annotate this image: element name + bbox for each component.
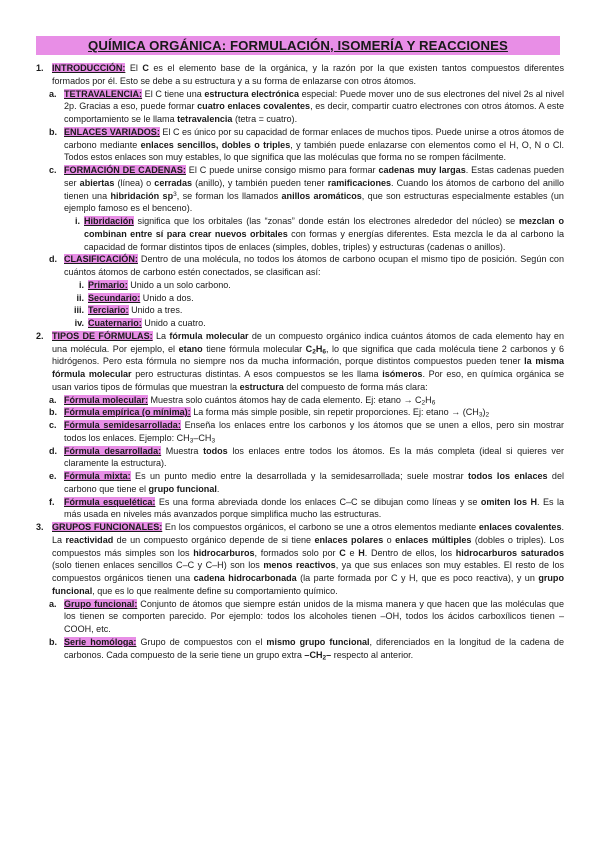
subitem-heading: Hibridación: [84, 216, 134, 226]
subitem-terciario: [36, 304, 564, 317]
list-marker: iv.: [74, 318, 84, 328]
section-paragraph: TIPOS DE FÓRMULAS: La fórmula molecular de un compuesto orgánico indica cuántos átomos de cada elemento hay en una molécula. Por ejemplo, el etano tiene fórmula molecular $C_2H_6$, lo que significa que cada molécula tiene 2 carbonos y 6 hidrógenos. Pero esta fórmula no siempre nos da mucha información, porque distintos compuestos pueden tener la misma fórmula molecular pero estructuras distintas. A esos compuestos se les llama isómeros. Por eso, en química orgánica se usan varios tipos de fórmulas que muestran la estructura del compuesto de forma más clara:: [52, 330, 565, 392]
subsection-paragraph: Serie homóloga: Grupo de compuestos con el mismo grupo funcional, diferenciados en la longitud de la cadena de carbonos. Cada compuesto de la serie tiene un grupo extra $-CH_2-$ respecto al anterior.: [64, 636, 564, 661]
subsection-heading: FORMACIÓN DE CADENAS:: [64, 165, 186, 175]
subitem-paragraph: Secundario: Unido a dos.: [88, 292, 194, 303]
subsection-paragraph: FORMACIÓN DE CADENAS: El C puede unirse consigo mismo para formar cadenas muy largas. Estas cadenas pueden ser abiertas (línea) o cerradas (anillo), y también pueden tener ramificaciones. Cuando los átomos de carbono del anillo tienen una hibridación $sp^3$, se forman los llamados anillos aromáticos, que son estructuras especialmente estables (un ejemplo famoso es el benceno).: [64, 165, 565, 214]
section-heading: INTRODUCCIÓN:: [52, 63, 126, 73]
list-marker: b.: [49, 636, 58, 647]
subsection-heading: ENLACES VARIADOS:: [64, 126, 160, 137]
list-marker: i.: [78, 279, 84, 290]
subsection-heading: Grupo funcional:: [64, 598, 138, 609]
subitem-heading: Terciario:: [88, 305, 129, 316]
list-marker: a.: [49, 598, 57, 609]
list-marker: d.: [49, 254, 58, 265]
list-marker: a.: [49, 394, 57, 405]
list-marker: c.: [49, 165, 57, 175]
subsection-paragraph: Fórmula esquelética: Es una forma abreviada donde los enlaces C–C se dibujan como líneas y se omiten los H. Es la más usada en niveles más avanzados porque simplifica mucho las estructuras.: [64, 496, 565, 520]
subsection-heading: Serie homóloga:: [64, 636, 137, 647]
subsection-heading: Fórmula molecular:: [64, 394, 148, 405]
list-marker: d.: [49, 445, 58, 456]
list-marker: iii.: [73, 305, 84, 316]
subsection-formula-empirica: [36, 406, 564, 419]
subitem-paragraph: Primario: Unido a un solo carbono.: [88, 279, 231, 290]
subsection-heading: TETRAVALENCIA:: [64, 88, 143, 99]
list-marker: ii.: [76, 292, 84, 303]
document-title: QUÍMICA ORGÁNICA: FORMULACIÓN, ISOMERÍA Y REACCIONES: [36, 36, 560, 55]
section-tipos-formulas: [36, 330, 564, 394]
subsection-formula-mixta: [36, 470, 564, 496]
subsection-paragraph: Fórmula semidesarrollada: Enseña los enlaces entre los carbonos y los átomos que se unen a ellos, pero sin mostrar todos los enlaces. Ejemplo: $CH_3-CH_3$: [64, 420, 565, 445]
subitem-cuaternario: [36, 317, 564, 330]
subitem-primario: [36, 279, 564, 292]
subitem-heading: Primario:: [88, 279, 128, 290]
subitem-heading: Cuaternario:: [88, 318, 142, 328]
subsection-heading: Fórmula semidesarrollada:: [64, 420, 181, 430]
subsection-clasificacion: [36, 253, 564, 279]
subsection-grupo-funcional: [36, 598, 564, 636]
section-introduccion: [36, 62, 564, 88]
subsection-heading: CLASIFICACIÓN:: [64, 254, 138, 265]
list-marker: 2.: [36, 330, 44, 341]
document-body: [36, 62, 564, 661]
subsection-paragraph: Grupo funcional: Conjunto de átomos que siempre están unidos de la misma manera y que hacen que las moléculas que los tienen se comporten parecido. Por ejemplo: todos los alcoholes tienen –OH, todos los ácidos carboxílicos tienen –COOH, etc.: [64, 598, 564, 634]
subsection-paragraph: TETRAVALENCIA: El C tiene una estructura electrónica especial: Puede mover uno de sus electrones del nivel 2s al nivel 2p. Gracias a eso, puede formar cuatro enlaces covalentes, es decir, compartir cuatro electrones con otros átomos. A este comportamiento se le llama tetravalencia (tetra = cuatro).: [64, 88, 565, 124]
list-marker: b.: [49, 126, 58, 137]
subsection-formacion-cadenas: [36, 164, 564, 215]
subsection-enlaces-variados: [36, 126, 564, 164]
subsection-paragraph: ENLACES VARIADOS: El C es único por su capacidad de formar enlaces de muchos tipos. Puede unirse a otros átomos de carbono mediante enlaces sencillos, dobles o triples, y también puede enlazarse con elementos como el H, O, N o Cl. Todos estos enlaces son muy estables, lo que significa que las moléculas que forma no se rompen fácilmente.: [64, 126, 564, 163]
list-marker: 3.: [36, 522, 44, 532]
list-marker: b.: [49, 407, 58, 418]
list-marker: c.: [49, 420, 57, 430]
list-marker: 1.: [36, 63, 44, 73]
list-marker: f.: [49, 496, 55, 507]
subsection-formula-semidesarrollada: [36, 419, 564, 445]
subitem-paragraph: Hibridación significa que los orbitales (las “zonas” donde están los electrones alrededor del núcleo) se mezclan o combinan entre sí para crear nuevos orbitales con formas y energías diferentes. Esta mezcla le da al carbono la capacidad de formar distintos tipos de enlaces (simples, dobles, triples) y estructuras (cadenas o anillos).: [84, 216, 564, 252]
list-marker: a.: [49, 88, 57, 99]
subsection-heading: Fórmula empírica (o mínima):: [64, 407, 191, 418]
list-marker: e.: [49, 471, 57, 481]
section-heading: TIPOS DE FÓRMULAS:: [52, 330, 153, 341]
section-paragraph: GRUPOS FUNCIONALES: En los compuestos orgánicos, el carbono se une a otros elementos mediante enlaces covalentes. La reactividad de un compuesto orgánico depende de si tiene enlaces polares o enlaces múltiples (dobles o triples). Los compuestos más simples son los hidrocarburos, formados solo por C e H. Dentro de ellos, los hidrocarburos saturados (solo tienen enlaces sencillos C–C y C–H) son los menos reactivos, ya que sus enlaces son muy estables. El resto de los compuestos orgánicos tienen una cadena hidrocarbonada (la parte formada por C y H, que es poco reactiva), y un grupo funcional, que es lo que realmente define su comportamiento químico.: [52, 522, 565, 596]
subsection-paragraph: Fórmula desarrollada: Muestra todos los enlaces entre todos los átomos. Es la más completa (ideal si quieres ver claramente la estructura).: [64, 445, 564, 469]
subsection-formula-desarrollada: [36, 445, 564, 471]
subsection-formula-esqueletal: [36, 496, 564, 522]
subitem-hibridacion: [36, 215, 564, 253]
section-paragraph: INTRODUCCIÓN: El C es el elemento base de la orgánica, y la razón por la que existen tantos compuestos diferentes formados por él. Esto se debe a su estructura y a su forma de enlazarse con otros átomos.: [52, 63, 564, 86]
subsection-serie-homologa: [36, 636, 564, 662]
list-marker: i.: [74, 216, 80, 226]
subsection-paragraph: Fórmula molecular: Muestra solo cuántos átomos hay de cada elemento. Ej: $etano \to C_2H_6$: [64, 394, 436, 406]
subitem-paragraph: Cuaternario: Unido a cuatro.: [88, 318, 206, 328]
section-heading: GRUPOS FUNCIONALES:: [52, 522, 163, 532]
subsection-heading: Fórmula desarrollada:: [64, 445, 162, 456]
subsection-paragraph: Fórmula empírica (o mínima): La forma más simple posible, sin repetir proporciones. Ej: $etano \to (CH_3)_2$: [64, 407, 490, 419]
subsection-heading: Fórmula mixta:: [64, 471, 131, 481]
subsection-tetravalencia: [36, 88, 564, 126]
subsection-paragraph: CLASIFICACIÓN: Dentro de una molécula, no todos los átomos de carbono ocupan el mismo tipo de posición. Según con cuántos átomos de carbono estén conectados, se clasifican así:: [64, 254, 564, 277]
subsection-paragraph: Fórmula mixta: Es un punto medio entre la desarrollada y la semidesarrollada; suele mostrar todos los enlaces del carbono que tiene el grupo funcional.: [64, 471, 564, 494]
section-grupos-funcionales: [36, 521, 564, 598]
subsection-formula-molecular: [36, 394, 564, 407]
subsection-heading: Fórmula esquelética:: [64, 496, 156, 507]
subitem-secundario: [36, 292, 564, 305]
subitem-heading: Secundario:: [88, 292, 141, 303]
subitem-paragraph: Terciario: Unido a tres.: [88, 305, 183, 316]
